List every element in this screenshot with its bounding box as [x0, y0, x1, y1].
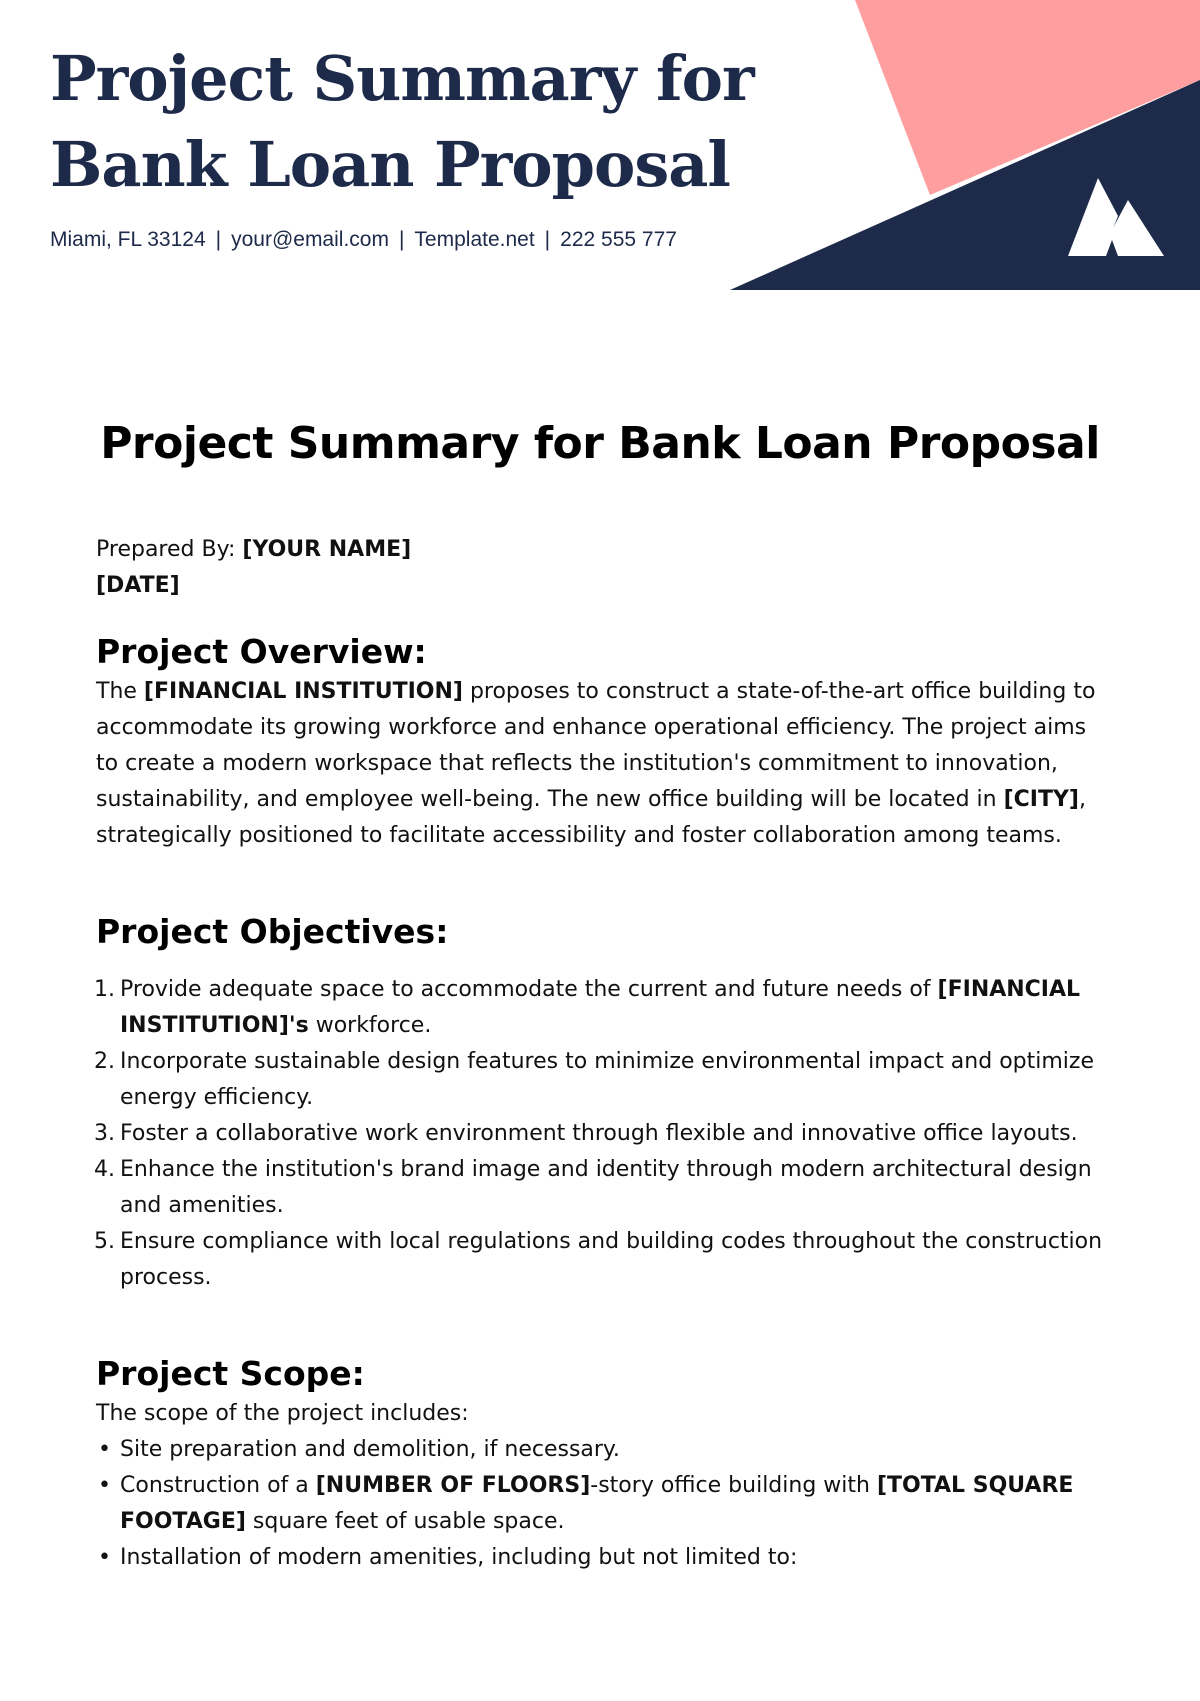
prepared-by-label: Prepared By: — [96, 537, 236, 562]
scope-text: Construction of a — [120, 1473, 316, 1498]
brand-title: Project Summary for Bank Loan Proposal — [50, 42, 754, 201]
contact-line — [50, 228, 677, 252]
contact-address: Miami, FL 33124 — [50, 228, 206, 251]
scope-list — [96, 1432, 1106, 1576]
scope-square-footage: [TOTAL SQUARE FOOTAGE] — [120, 1473, 1074, 1534]
prepared-by-value: [YOUR NAME] — [242, 537, 412, 562]
objectives-list — [96, 972, 1106, 1296]
overview-city: [CITY] — [1003, 787, 1079, 812]
objective-text: Provide adequate space to accommodate the current and future needs of — [120, 977, 938, 1002]
scope-text: square feet of usable space. — [245, 1509, 565, 1534]
overview-text: The — [96, 679, 144, 704]
contact-separator: | — [398, 228, 405, 251]
overview-text: , strategically positioned to facilitate accessibility and foster collaboration among teams. — [96, 787, 1086, 848]
objective-item — [96, 972, 1106, 1044]
objective-text: Enhance the institution's brand image and identity through modern architectural design and amenities. — [120, 1157, 1092, 1218]
document-title: Project Summary for Bank Loan Proposal — [100, 418, 1100, 469]
objective-text: Foster a collaborative work environment through flexible and innovative office layouts. — [120, 1121, 1078, 1146]
objective-item — [96, 1224, 1106, 1296]
objectives-heading: Project Objectives: — [96, 912, 449, 951]
contact-email[interactable]: your@email.com — [231, 228, 389, 251]
date-line — [96, 568, 1106, 604]
overview-institution: [FINANCIAL INSTITUTION] — [143, 679, 463, 704]
scope-floors: [NUMBER OF FLOORS] — [315, 1473, 591, 1498]
objective-text: workforce. — [308, 1013, 432, 1038]
scope-heading: Project Scope: — [96, 1354, 365, 1393]
scope-text: -story office building with — [590, 1473, 877, 1498]
scope-item: • Installation of modern amenities, including but not limited to: — [96, 1540, 1106, 1576]
contact-separator: | — [215, 228, 222, 251]
contact-phone: 222 555 777 — [560, 228, 677, 251]
overview-text: proposes to construct a state-of-the-art office building to accommodate its growing workforce and enhance operational efficiency. The project aims to create a modern workspace that reflects the institution's commitment to innovation, sustainability, and employee well-being. The new office building will be located in — [96, 679, 1096, 812]
objective-item — [96, 1152, 1106, 1224]
objective-number: 5. — [94, 1229, 115, 1254]
overview-heading: Project Overview: — [96, 632, 427, 671]
objective-item — [96, 1116, 1106, 1152]
scope-item — [96, 1468, 1106, 1540]
contact-separator: | — [544, 228, 551, 251]
objective-item — [96, 1044, 1106, 1116]
contact-website[interactable]: Template.net — [414, 228, 535, 251]
objective-text: Ensure compliance with local regulations and building codes throughout the construction process. — [120, 1229, 1103, 1290]
document-body — [96, 532, 1106, 1576]
prepared-by-line — [96, 532, 1106, 568]
objective-number: 4. — [94, 1157, 115, 1182]
objective-number: 3. — [94, 1121, 115, 1146]
objective-bold: [FINANCIAL INSTITUTION]'s — [120, 977, 1081, 1038]
scope-item: • Site preparation and demolition, if necessary. — [96, 1432, 1106, 1468]
scope-intro: The scope of the project includes: — [96, 1401, 469, 1426]
overview-paragraph — [96, 674, 1106, 854]
date-value: [DATE] — [96, 573, 180, 598]
objective-number: 2. — [94, 1049, 115, 1074]
objective-number: 1. — [94, 977, 115, 1002]
objective-text: Incorporate sustainable design features to minimize environmental impact and optimize energy efficiency. — [120, 1049, 1094, 1110]
